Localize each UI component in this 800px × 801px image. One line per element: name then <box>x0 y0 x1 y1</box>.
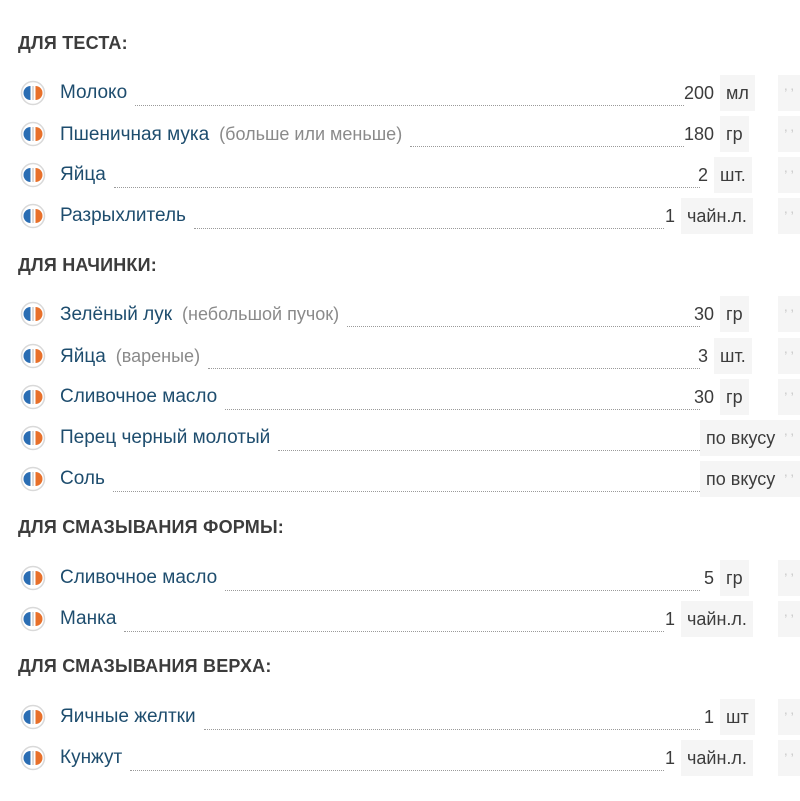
leader-dots <box>204 729 700 730</box>
ingredient-name <box>60 705 196 729</box>
recipe-ingredient-icon[interactable] <box>20 301 46 327</box>
edge-fade: ’ ’ <box>778 601 800 637</box>
ingredient-label: Разрыхлитель <box>60 205 186 226</box>
ingredient-quantity: 2 <box>697 165 708 185</box>
ingredient-label: Сливочное масло <box>60 386 218 407</box>
edge-fade: ’ ’ <box>778 75 800 111</box>
ingredient-quantity: 5 <box>703 568 714 588</box>
recipe-ingredient-icon[interactable] <box>20 343 46 369</box>
ingredient-unit: гр <box>720 560 749 596</box>
ingredient-name <box>60 467 105 491</box>
edge-fade: ’ ’ <box>778 338 800 374</box>
recipe-ingredient-icon[interactable] <box>20 80 46 106</box>
edge-fade: ’ ’ <box>778 198 800 234</box>
ingredient-unit: чайн.л. <box>681 601 753 637</box>
recipe-ingredient-icon[interactable] <box>20 565 46 591</box>
leader-dots <box>278 450 706 451</box>
ingredient-unit: шт. <box>714 338 752 374</box>
ingredient-row <box>0 163 800 204</box>
leader-dots <box>410 146 684 147</box>
leader-dots <box>130 770 664 771</box>
ingredient-unit: гр <box>720 296 749 332</box>
ingredient-name <box>60 163 106 187</box>
recipe-ingredient-icon[interactable] <box>20 203 46 229</box>
ingredient-unit: гр <box>720 379 749 415</box>
ingredient-unit: по вкусу <box>700 420 778 456</box>
ingredient-name <box>60 426 270 450</box>
ingredient-label: Зелёный лук <box>60 304 173 325</box>
ingredient-name <box>60 204 186 228</box>
ingredient-name <box>60 746 122 770</box>
recipe-ingredient-icon[interactable] <box>20 121 46 147</box>
ingredient-unit: по вкусу <box>700 461 778 497</box>
leader-dots <box>124 631 664 632</box>
ingredient-unit: шт. <box>714 157 752 193</box>
recipe-ingredient-icon[interactable] <box>20 466 46 492</box>
ingredient-name <box>60 302 339 327</box>
ingredient-note: (небольшой пучок) <box>182 304 340 324</box>
ingredient-name <box>60 122 402 147</box>
edge-fade: ’ ’ <box>778 461 800 497</box>
recipe-ingredient-icon[interactable] <box>20 745 46 771</box>
edge-fade: ’ ’ <box>778 116 800 152</box>
ingredient-row <box>0 566 800 607</box>
ingredient-unit: шт <box>720 699 755 735</box>
ingredient-name <box>60 566 217 590</box>
ingredient-label: Соль <box>60 468 105 489</box>
ingredient-unit: мл <box>720 75 755 111</box>
ingredient-row <box>0 385 800 426</box>
ingredient-label: Яйца <box>60 346 106 367</box>
ingredient-name <box>60 81 127 105</box>
edge-fade: ’ ’ <box>778 699 800 735</box>
ingredient-name <box>60 344 200 369</box>
ingredient-note: (вареные) <box>115 346 201 366</box>
ingredient-name <box>60 607 116 631</box>
recipe-ingredient-icon[interactable] <box>20 704 46 730</box>
ingredient-quantity: 1 <box>664 748 675 768</box>
recipe-ingredient-icon[interactable] <box>20 425 46 451</box>
section-heading: ДЛЯ ТЕСТА: <box>18 33 128 53</box>
ingredient-label: Яйца <box>60 164 106 185</box>
edge-fade: ’ ’ <box>778 560 800 596</box>
ingredient-row <box>0 122 800 163</box>
ingredient-label: Пшеничная мука <box>60 124 210 145</box>
ingredient-note: (больше или меньше) <box>219 124 403 144</box>
recipe-ingredient-icon[interactable] <box>20 384 46 410</box>
edge-fade: ’ ’ <box>778 296 800 332</box>
ingredient-row <box>0 746 800 787</box>
leader-dots <box>194 228 664 229</box>
ingredient-row <box>0 607 800 648</box>
leader-dots <box>113 491 706 492</box>
ingredient-label: Сливочное масло <box>60 567 218 588</box>
leader-dots <box>225 590 700 591</box>
recipe-ingredient-icon[interactable] <box>20 162 46 188</box>
ingredient-unit: гр <box>720 116 749 152</box>
ingredient-label: Перец черный молотый <box>60 427 271 448</box>
edge-fade: ’ ’ <box>778 740 800 776</box>
ingredient-quantity: 30 <box>693 387 714 407</box>
leader-dots <box>135 105 684 106</box>
ingredient-quantity: 1 <box>664 609 675 629</box>
ingredient-name <box>60 385 217 409</box>
ingredient-label: Манка <box>60 608 117 629</box>
ingredient-unit: чайн.л. <box>681 198 753 234</box>
ingredient-quantity: 180 <box>683 124 714 144</box>
ingredient-quantity: 30 <box>693 304 714 324</box>
ingredient-quantity: 1 <box>664 206 675 226</box>
ingredient-row <box>0 467 800 508</box>
ingredient-unit: чайн.л. <box>681 740 753 776</box>
section-heading: ДЛЯ СМАЗЫВАНИЯ ВЕРХА: <box>18 656 272 676</box>
ingredient-quantity: 200 <box>683 83 714 103</box>
ingredient-row <box>0 426 800 467</box>
ingredient-label: Молоко <box>60 82 128 103</box>
ingredient-quantity: 3 <box>697 346 708 366</box>
ingredient-quantity: 1 <box>703 707 714 727</box>
edge-fade: ’ ’ <box>778 379 800 415</box>
ingredient-label: Кунжут <box>60 747 123 768</box>
ingredient-row <box>0 302 800 343</box>
leader-dots <box>208 368 700 369</box>
ingredient-label: Яичные желтки <box>60 706 196 727</box>
recipe-ingredient-icon[interactable] <box>20 606 46 632</box>
ingredient-row <box>0 204 800 245</box>
ingredient-row <box>0 344 800 385</box>
leader-dots <box>347 326 700 327</box>
ingredient-row <box>0 705 800 746</box>
edge-fade: ’ ’ <box>778 420 800 456</box>
section-heading: ДЛЯ СМАЗЫВАНИЯ ФОРМЫ: <box>18 517 284 537</box>
leader-dots <box>114 187 700 188</box>
section-heading: ДЛЯ НАЧИНКИ: <box>18 255 157 275</box>
leader-dots <box>225 409 700 410</box>
edge-fade: ’ ’ <box>778 157 800 193</box>
ingredient-row <box>0 81 800 122</box>
